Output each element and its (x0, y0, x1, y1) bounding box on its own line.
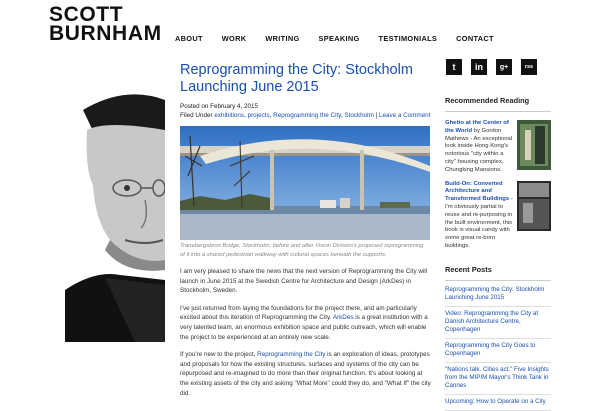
nav-about[interactable]: ABOUT (175, 34, 203, 43)
book-description: by Gordon Mathews - An exceptional look inside Hong Kong's notorious "city within a city" housing complex, Chungking Mansions. (445, 127, 513, 173)
recent-post-link[interactable]: Video: Reprogramming the City at Danish Architecture Centre, Copenhagen (445, 307, 551, 339)
book-text (445, 181, 513, 251)
sidebar-divider (445, 111, 551, 112)
book-title-link[interactable]: Ghetto at the Center of the World (445, 120, 509, 134)
googleplus-icon[interactable]: g+ (496, 59, 512, 75)
rss-icon[interactable]: rss (521, 59, 537, 75)
photo-caption: Tranebergsbron Bridge, Stockholm, before and after Vision Division's proposed reprogramming of it into a shared pedestrian walkway with cultural spaces beneath the supports. (180, 243, 424, 258)
book-title-link[interactable]: Build-On: Converted Architecture and Transformed Buildings (445, 180, 510, 203)
post-filed: Filed Under exhibitions, projects, Reprogramming the City, Stockholm | Leave a Comment (180, 112, 431, 119)
category-exhibitions[interactable]: exhibitions (214, 112, 245, 119)
social-icons (446, 59, 537, 75)
p2-text-a: I've just returned from laying the foundations for the project there, and am particularly excited about this iteration of Reprogramming the City. (180, 304, 417, 322)
sidebar-divider (445, 280, 551, 281)
linkedin-icon[interactable]: in (471, 59, 487, 75)
post-article (180, 62, 432, 398)
post-meta (180, 102, 432, 120)
p3-text-a: If you're new to the project, (180, 351, 258, 359)
nav-speaking[interactable]: SPEAKING (318, 34, 360, 43)
author-portrait (65, 90, 165, 342)
post-date: Posted on February 4, 2015 (180, 103, 259, 110)
book-cover-image[interactable] (517, 181, 551, 231)
leave-comment-link[interactable]: Leave a Comment (378, 112, 431, 119)
recent-posts-heading: Recent Posts (445, 264, 492, 274)
book-cover-image[interactable] (517, 120, 551, 170)
recent-post-link[interactable]: Reprogramming the City Goes to Copenhagen (445, 339, 551, 363)
arkdes-link[interactable]: ArkDes (332, 314, 354, 322)
p2-text-b: is a great institution with a very talented team, an enormous exhibition space and public outreach, which will enable the project to be experienced at an entirely new scale. (180, 314, 428, 341)
book-description: - I'm obviously partial to reuse and re-purposing in the built environment, this book is visual candy with some great re-born buildings. (445, 196, 513, 249)
post-paragraph-2 (180, 304, 432, 342)
recent-post-link[interactable]: Reprogramming the City: Stockholm Launching June 2015 (445, 283, 551, 307)
nav-contact[interactable]: CONTACT (456, 34, 494, 43)
nav-writing[interactable]: WRITING (265, 34, 300, 43)
filed-under-label: Filed Under (180, 112, 215, 119)
site-logo[interactable] (49, 5, 162, 43)
project-link[interactable]: Reprogramming the City (257, 351, 326, 359)
post-paragraph-1: I am very pleased to share the news that the next version of Reprogramming the City will launch in June 2015 at the Swedish Centre for Architecture and Design (ArkDes) in Stockholm, Sweden. (180, 268, 428, 295)
bridge-photo (180, 126, 430, 240)
nav-testimonials[interactable]: TESTIMONIALS (378, 34, 438, 43)
book-item (445, 120, 551, 175)
post-title[interactable]: Reprogramming the City: Stockholm Launching June 2015 (180, 62, 413, 95)
category-stockholm[interactable]: Stockholm (344, 112, 374, 119)
logo-line-1: SCOTT (49, 3, 124, 26)
recent-post-link[interactable]: "Nations talk. Cities act." Five Insights from the MIPIM Mayor's Think Tank in Cannes (445, 363, 551, 395)
recommended-heading: Recommended Reading (445, 96, 530, 105)
book-item (445, 181, 551, 251)
recent-post-link[interactable]: Upcoming: How to Operate on a City (445, 395, 551, 411)
post-paragraph-3 (180, 350, 432, 398)
category-projects[interactable]: projects (247, 112, 270, 119)
p3-text-b: is an exploration of ideas, prototypes and proposals for how the existing structures, surfaces and systems of the city can be repurposed and re-imagined to do more than their original function. It's about looking at the existing assets of the city and asking "What More" could they do, and "What If" the city did. (180, 351, 431, 397)
nav-work[interactable]: WORK (221, 34, 247, 43)
twitter-icon[interactable]: t (446, 59, 462, 75)
logo-line-2: BURNHAM (49, 22, 162, 45)
book-text (445, 120, 513, 175)
main-nav (175, 34, 494, 43)
sidebar (445, 96, 551, 411)
category-reprogramming[interactable]: Reprogramming the City (273, 112, 341, 119)
